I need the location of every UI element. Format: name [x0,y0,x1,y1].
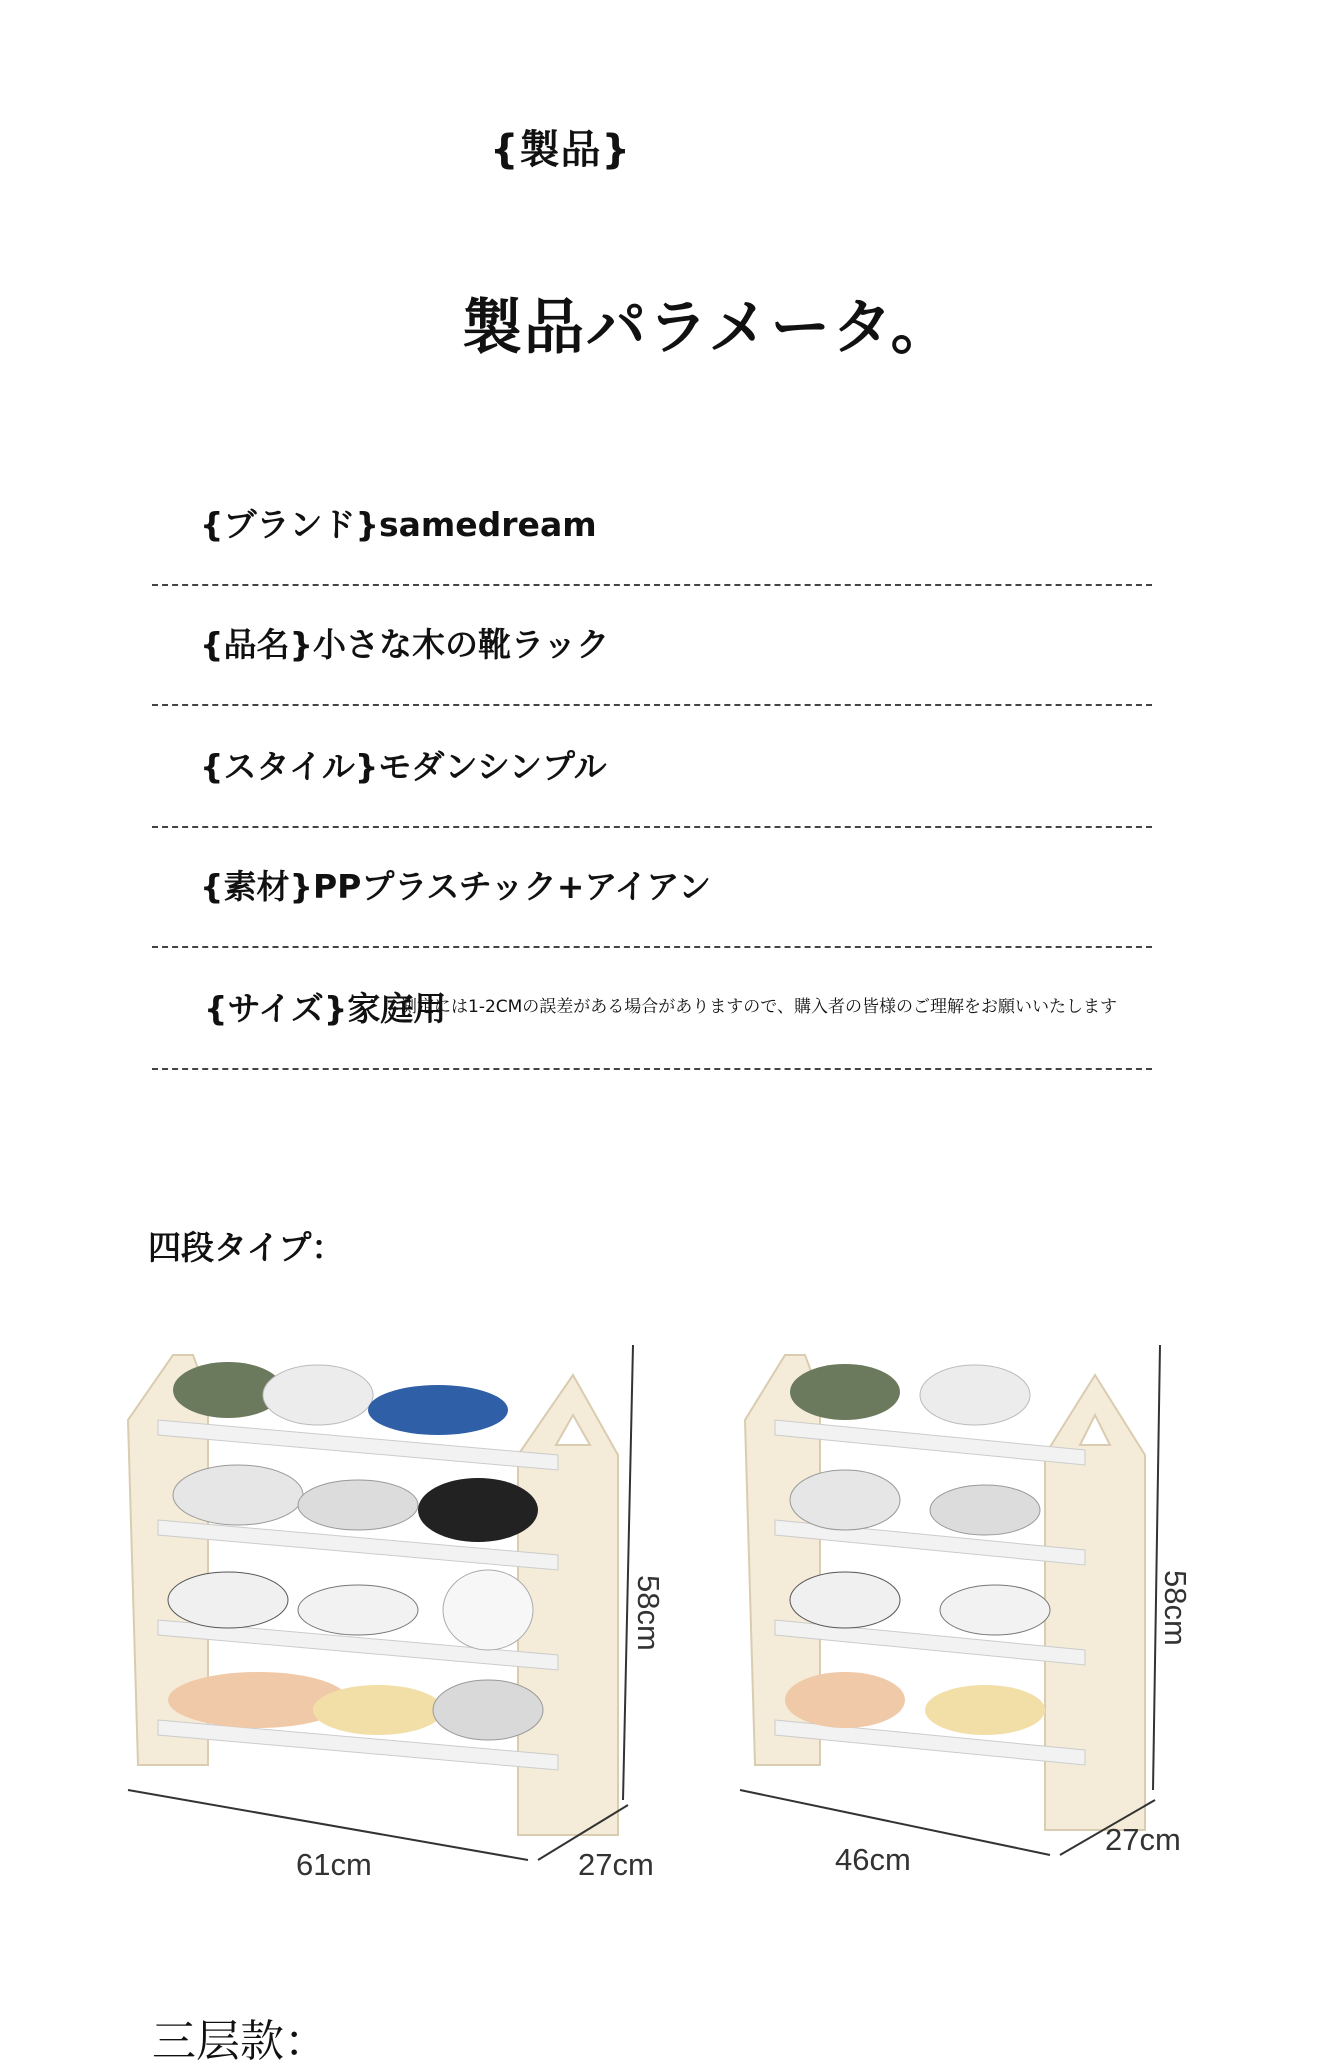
depth-label: 27cm [578,1847,654,1882]
param-row-name [152,586,1162,706]
size-note: 測定には1-2CMの誤差がある場合がありますので、購入者の皆様のご理解をお願いいたします [400,997,1117,1017]
param-name: {品名}小さな木の靴ラック [200,625,610,664]
param-size: {サイズ}家庭用 [204,989,447,1028]
divider [152,946,1152,948]
param-row-brand [152,466,1162,586]
page-title: 製品パラメータ。 [462,293,953,363]
param-row-size [152,950,1162,1070]
section-title-four-tier: 四段タイプ： [148,1228,345,1267]
product-label: {製品} [490,127,631,173]
shoe-rack-image-wide [118,1335,678,1890]
param-material: {素材}PPプラスチック+アイアン [200,867,712,906]
depth-label: 27cm [1105,1822,1181,1857]
param-style: {スタイル}モダンシンプル [200,747,607,786]
divider [152,704,1152,706]
section-title-three-tier: 三层款： [152,2016,328,2067]
height-label: 58cm [631,1575,666,1651]
param-row-style [152,708,1162,828]
width-label: 61cm [296,1847,372,1882]
divider [152,1068,1152,1070]
shoe-rack-image-narrow [735,1340,1205,1885]
param-row-material [152,828,1162,948]
height-label: 58cm [1158,1570,1193,1646]
param-brand: {ブランド}samedream [200,505,597,544]
width-label: 46cm [835,1842,911,1877]
